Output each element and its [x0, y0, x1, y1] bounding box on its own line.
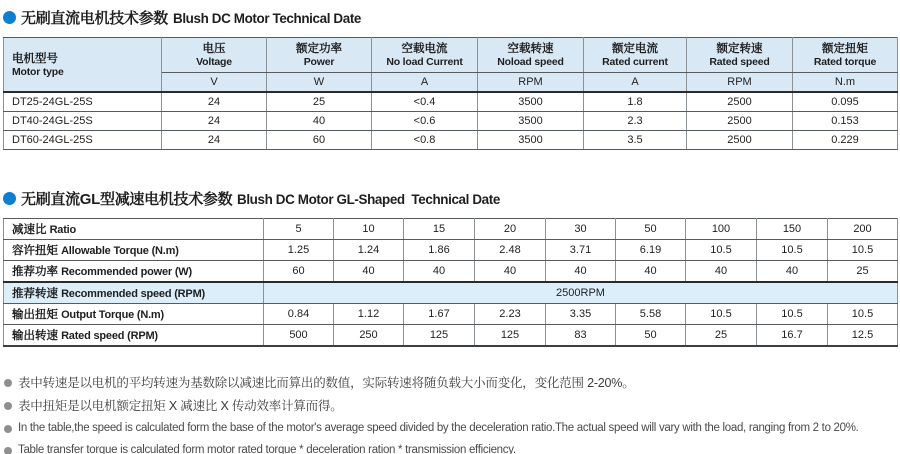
table-cell: 2.48	[475, 240, 546, 261]
table-cell: 10.5	[828, 304, 898, 325]
table-row-dt25	[4, 92, 898, 112]
table-cell: <0.4	[372, 92, 478, 112]
table-cell: 1.25	[264, 240, 334, 261]
unit-rated-speed: RPM	[687, 73, 793, 93]
table-cell: 20	[475, 219, 546, 240]
table-cell: 2.23	[475, 304, 546, 325]
row-label-recommended-speed-zh: 推荐转速	[12, 288, 58, 300]
unit-noload-speed: RPM	[478, 73, 584, 93]
footnote-1-text: 表中转速是以电机的平均转速为基数除以减速比而算出的数值，实际转速将随负载大小而变化，变化范围 2-20%。	[18, 376, 635, 390]
header-noload-current	[372, 38, 478, 73]
table-cell: DT25-24GL-25S	[4, 92, 162, 112]
table-cell: 250	[334, 325, 404, 347]
table-cell: 40	[267, 112, 372, 131]
footnote-1	[3, 375, 897, 391]
table-cell: 1.86	[404, 240, 475, 261]
row-label-allowable-torque-en: Allowable Torque (N.m)	[61, 245, 179, 257]
table-cell: 1.24	[334, 240, 404, 261]
table-cell: 125	[475, 325, 546, 347]
header-rated-torque	[793, 38, 898, 73]
table-cell: 15	[404, 219, 475, 240]
table-cell: DT60-24GL-25S	[4, 131, 162, 150]
motor-spec-body	[4, 92, 898, 150]
footnote-4-text: Table transfer torque is calculated form motor rated torque * deceleration ration * transmission efficiency.	[18, 444, 516, 454]
table-row-dt40	[4, 112, 898, 131]
row-recommended-speed	[4, 282, 898, 304]
table-cell: 40	[404, 261, 475, 283]
footnote-4	[3, 443, 897, 454]
unit-noload-current: A	[372, 73, 478, 93]
row-label-allowable-torque-zh: 容许扭矩	[12, 245, 58, 257]
table-cell: 2.3	[584, 112, 687, 131]
header-motor-type	[4, 38, 162, 93]
table-cell: 12.5	[828, 325, 898, 347]
header-motor-type-zh: 电机型号	[12, 52, 58, 65]
table-cell: 10.5	[757, 240, 828, 261]
row-label-rated-speed	[4, 325, 264, 347]
header-rated-torque-zh: 额定扭矩	[822, 43, 868, 55]
table-cell: 24	[162, 112, 267, 131]
header-voltage-en: Voltage	[196, 56, 232, 68]
table-cell: 40	[757, 261, 828, 283]
table-cell: 25	[686, 325, 757, 347]
table-cell: <0.8	[372, 131, 478, 150]
table-cell: 40	[475, 261, 546, 283]
gray-bullet-icon	[4, 447, 12, 454]
blue-bullet-icon	[3, 192, 16, 205]
row-label-ratio-en: Ratio	[49, 224, 77, 236]
gear-ratio-table	[3, 218, 898, 347]
row-label-recommended-power-en: Recommended power (W)	[61, 266, 192, 278]
row-recommended-power	[4, 261, 898, 283]
table-cell: 1.8	[584, 92, 687, 112]
table-cell: 5.58	[616, 304, 686, 325]
row-label-ratio	[4, 219, 264, 240]
table-cell: 30	[546, 219, 616, 240]
table-row-dt60	[4, 131, 898, 150]
header-noload-speed	[478, 38, 584, 73]
footnote-2	[3, 398, 897, 414]
table-cell: 1.67	[404, 304, 475, 325]
footnote-3	[3, 421, 897, 436]
row-label-recommended-speed	[4, 282, 264, 304]
header-motor-type-en: Motor type	[12, 65, 64, 78]
row-label-allowable-torque	[4, 240, 264, 261]
section1-title	[3, 7, 897, 28]
header-rated-speed	[687, 38, 793, 73]
header-rated-speed-en: Rated speed	[709, 56, 770, 68]
motor-spec-header	[4, 38, 898, 93]
table-cell: 10	[334, 219, 404, 240]
unit-rated-current: A	[584, 73, 687, 93]
table-cell: 25	[267, 92, 372, 112]
gray-bullet-icon	[4, 402, 12, 410]
table-cell: DT40-24GL-25S	[4, 112, 162, 131]
table-cell: 500	[264, 325, 334, 347]
header-rated-current-zh: 额定电流	[612, 43, 658, 55]
table-cell: 40	[686, 261, 757, 283]
table-cell: 200	[828, 219, 898, 240]
table-cell: 5	[264, 219, 334, 240]
header-rated-torque-en: Rated torque	[813, 56, 877, 68]
row-output-torque	[4, 304, 898, 325]
section2-title	[3, 188, 897, 209]
table-cell: 83	[546, 325, 616, 347]
header-noload-speed-en: Noload speed	[497, 56, 564, 68]
row-rated-speed	[4, 325, 898, 347]
table-cell: 125	[404, 325, 475, 347]
table-cell: 25	[828, 261, 898, 283]
header-noload-speed-zh: 空载转速	[507, 43, 554, 55]
table-cell: 2500	[687, 131, 793, 150]
header-power	[267, 38, 372, 73]
table-cell: <0.6	[372, 112, 478, 131]
table-cell: 40	[616, 261, 686, 283]
header-name-row	[4, 38, 898, 73]
header-rated-speed-zh: 额定转速	[716, 43, 763, 55]
header-noload-current-zh: 空载电流	[401, 43, 448, 55]
merged-speed-cell: 2500RPM	[264, 282, 898, 304]
table-cell: 50	[616, 219, 686, 240]
row-label-rated-speed-zh: 输出转速	[12, 330, 58, 342]
row-label-recommended-power	[4, 261, 264, 283]
table-cell: 24	[162, 92, 267, 112]
table-cell: 6.19	[616, 240, 686, 261]
table-cell: 0.095	[793, 92, 898, 112]
table-cell: 3.35	[546, 304, 616, 325]
table-cell: 40	[334, 261, 404, 283]
table-cell: 16.7	[757, 325, 828, 347]
gray-bullet-icon	[4, 379, 12, 387]
table-cell: 50	[616, 325, 686, 347]
section1-title-zh: 无刷直流电机技术参数	[21, 10, 169, 27]
table-cell: 3500	[478, 112, 584, 131]
row-label-output-torque	[4, 304, 264, 325]
section2-title-en: Blush DC Motor GL-Shaped Technical Date	[237, 190, 501, 207]
footnote-2-text: 表中扭矩是以电机额定扭矩 X 减速比 X 传动效率计算而得。	[18, 399, 343, 413]
footnotes	[3, 375, 897, 454]
gear-ratio-body	[4, 219, 898, 347]
table-cell: 150	[757, 219, 828, 240]
row-label-ratio-zh: 减速比	[12, 224, 47, 236]
header-power-en: Power	[303, 56, 335, 68]
motor-spec-table	[3, 37, 898, 150]
unit-rated-torque: N.m	[793, 73, 898, 93]
table-cell: 3.71	[546, 240, 616, 261]
table-cell: 0.84	[264, 304, 334, 325]
header-rated-current-en: Rated current	[602, 56, 668, 68]
table-cell: 0.153	[793, 112, 898, 131]
header-voltage-zh: 电压	[202, 43, 226, 55]
row-allowable-torque	[4, 240, 898, 261]
table-cell: 10.5	[828, 240, 898, 261]
header-noload-current-en: No load Current	[386, 56, 463, 68]
table-cell: 3.5	[584, 131, 687, 150]
row-label-output-torque-en: Output Torque (N.m)	[61, 309, 164, 321]
table-cell: 24	[162, 131, 267, 150]
row-label-rated-speed-en: Rated speed (RPM)	[61, 330, 158, 342]
table-cell: 100	[686, 219, 757, 240]
table-cell: 0.229	[793, 131, 898, 150]
table-cell: 1.12	[334, 304, 404, 325]
row-ratio	[4, 219, 898, 240]
header-rated-current	[584, 38, 687, 73]
gray-bullet-icon	[4, 425, 12, 433]
table-cell: 10.5	[686, 240, 757, 261]
table-cell: 2500	[687, 112, 793, 131]
row-label-output-torque-zh: 输出扭矩	[12, 309, 58, 321]
table-cell: 10.5	[757, 304, 828, 325]
section1-title-en: Blush DC Motor Technical Date	[173, 9, 362, 26]
footnote-3-text: In the table,the speed is calculated form the base of the motor's average speed divided by the deceleration ratio.The actual speed will vary with the load, ranging from 2 to 20%.	[18, 422, 859, 434]
table-cell: 2500	[687, 92, 793, 112]
row-label-recommended-speed-en: Recommended speed (RPM)	[61, 288, 205, 300]
table-cell: 60	[264, 261, 334, 283]
table-cell: 3500	[478, 92, 584, 112]
unit-power: W	[267, 73, 372, 93]
table-cell: 10.5	[686, 304, 757, 325]
table-cell: 3500	[478, 131, 584, 150]
header-power-zh: 额定功率	[296, 43, 342, 55]
header-voltage	[162, 38, 267, 73]
table-cell: 60	[267, 131, 372, 150]
table-cell: 40	[546, 261, 616, 283]
section2-title-zh: 无刷直流GL型减速电机技术参数	[21, 191, 233, 208]
row-label-recommended-power-zh: 推荐功率	[12, 266, 58, 278]
unit-voltage: V	[162, 73, 267, 93]
blue-bullet-icon	[3, 11, 16, 24]
